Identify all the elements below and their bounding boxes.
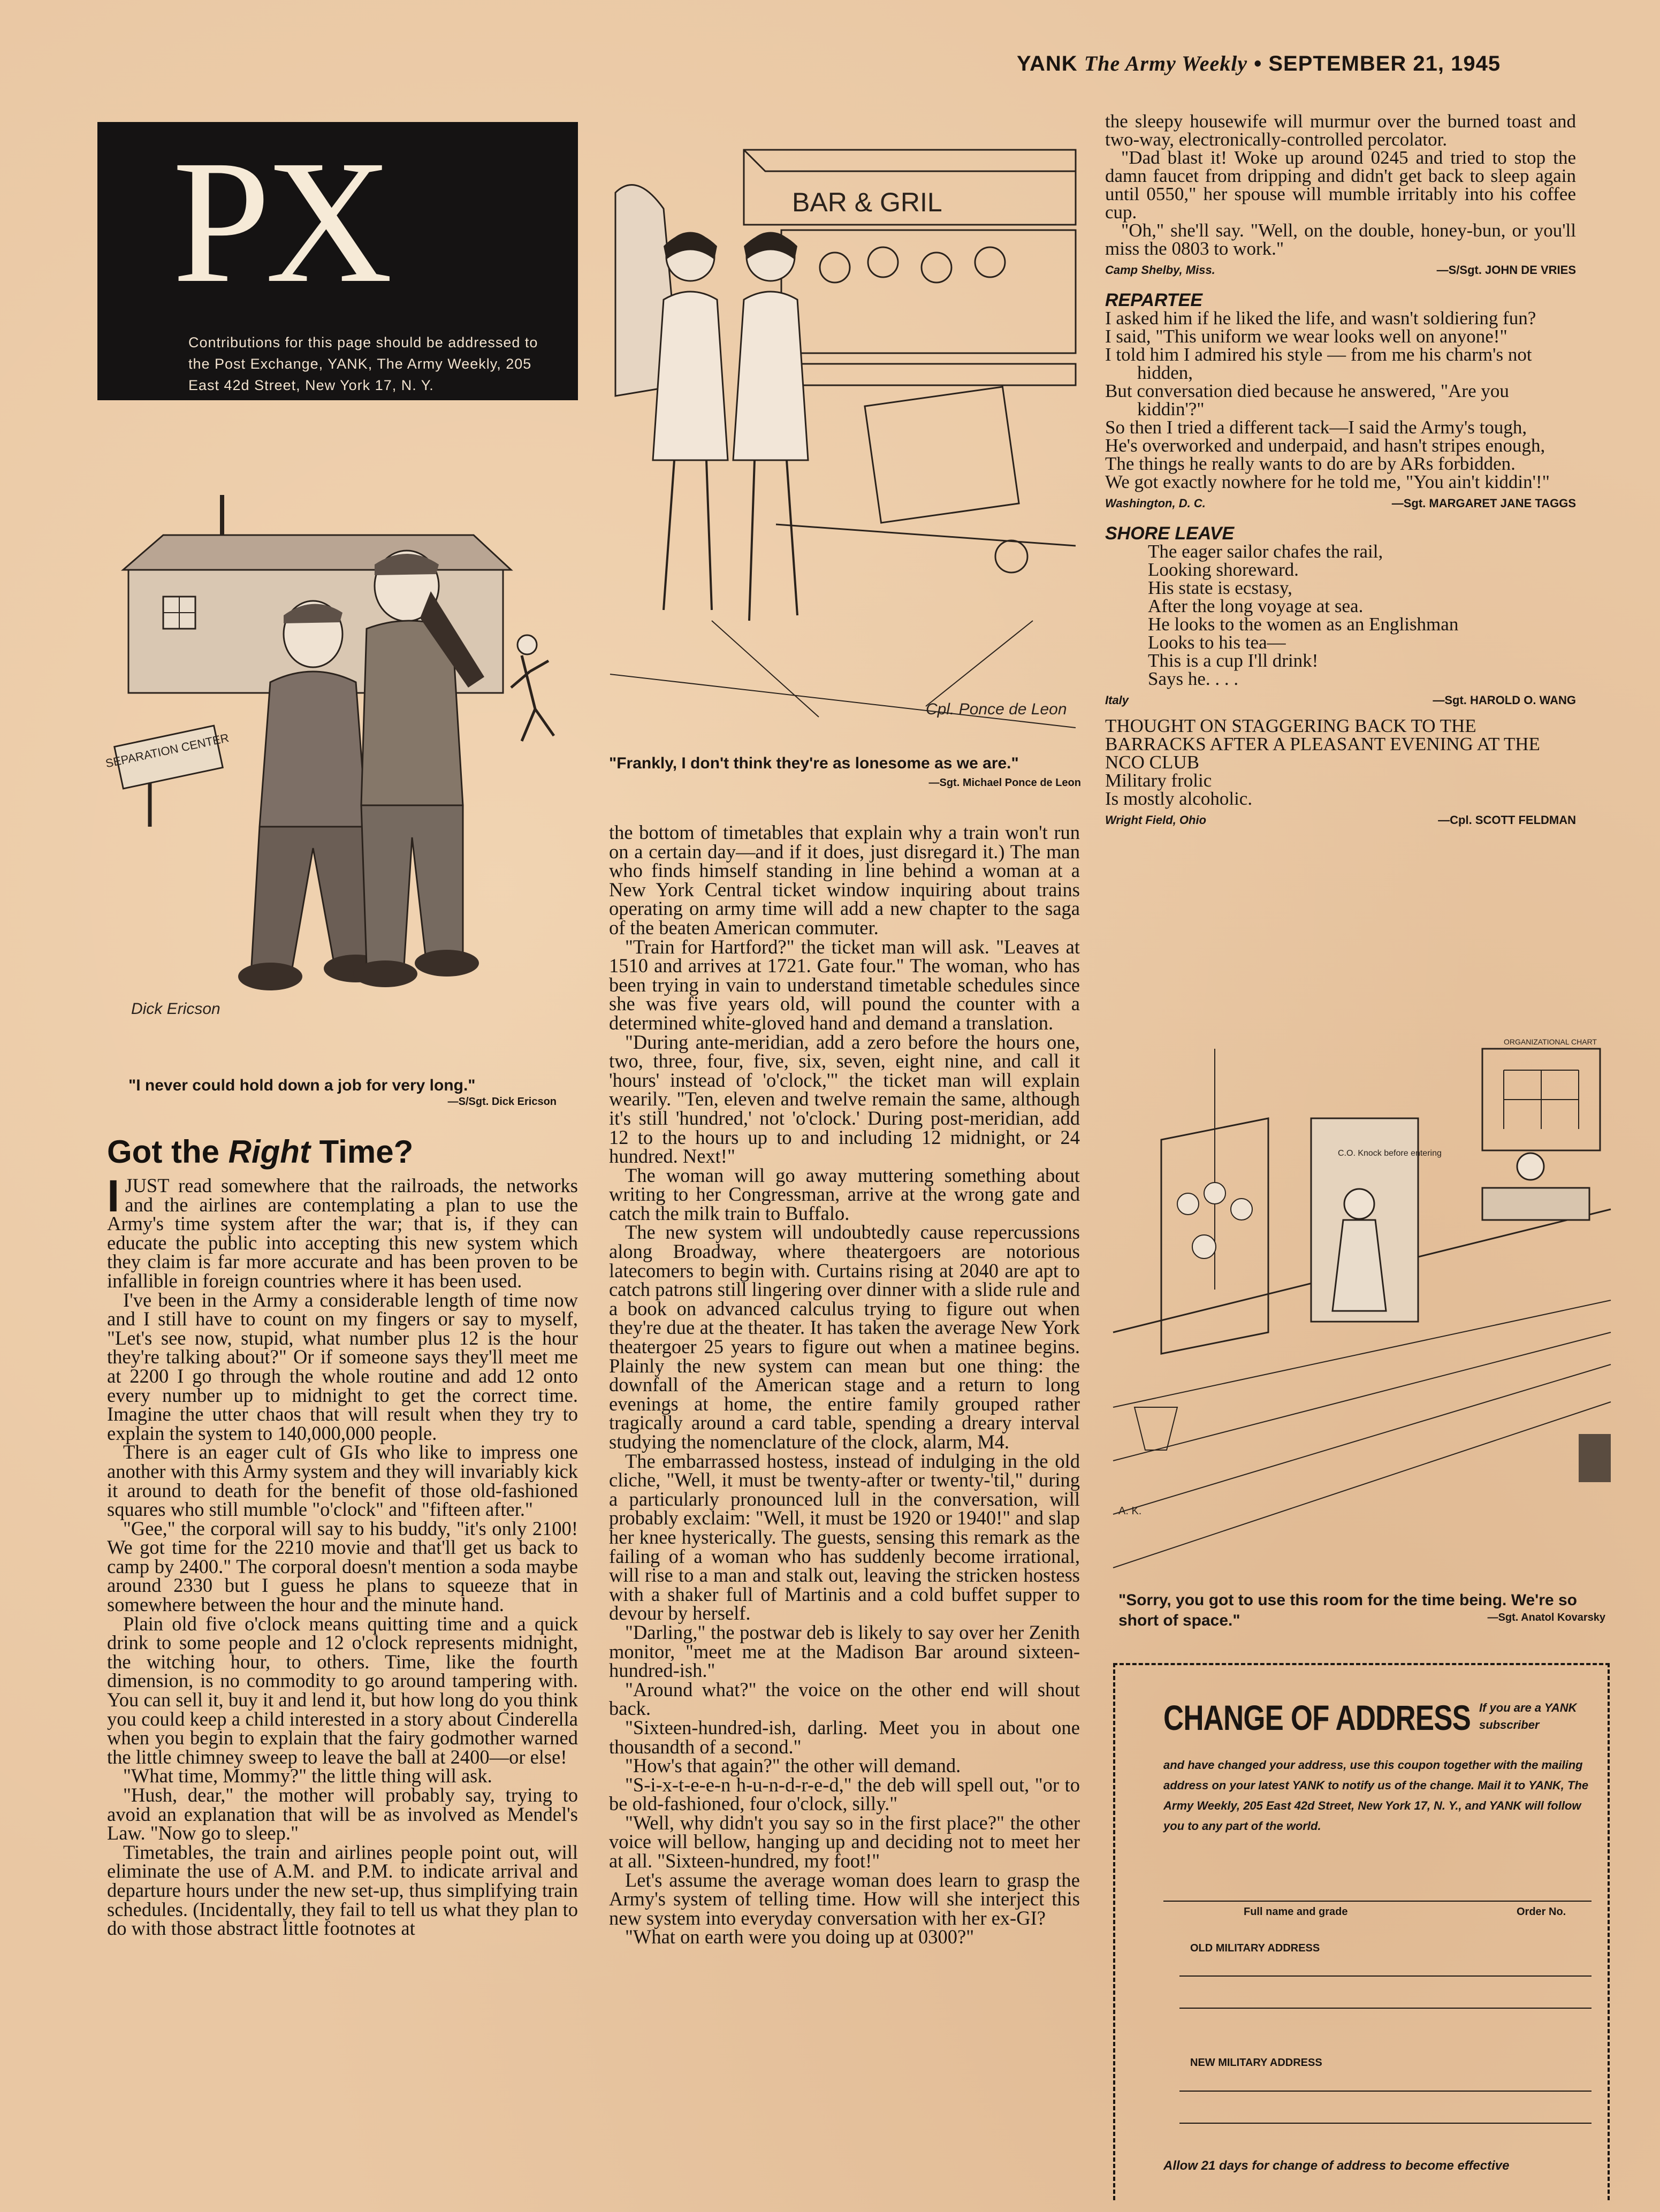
coupon-title: CHANGE OF ADDRESS xyxy=(1163,1698,1471,1737)
paragraph: "Sixteen-hundred-ish, darling. Meet you in about one thousandth of a second." xyxy=(609,1716,1080,1758)
poem-line: Military frolic xyxy=(1105,770,1212,791)
paragraph: Timetables, the train and airlines people point out, will eliminate the use of A.M. and P.M. to indicate arrival and departure hours under the new set-up, thus simplifying train schedules. (Incidentally, they fail to tell us what they plan to do with those abstract little footnotes at xyxy=(107,1841,578,1940)
full-name-label: Full name and grade xyxy=(1244,1906,1348,1918)
px-masthead xyxy=(97,122,578,400)
poem-line: Is mostly alcoholic. xyxy=(1105,788,1253,809)
separation-center-sign xyxy=(104,726,230,827)
sign-text: SEPARATION CENTER xyxy=(104,731,230,771)
repartee-signature xyxy=(1105,494,1576,513)
new-address-line-1[interactable] xyxy=(1179,2091,1592,2092)
full-name-field[interactable] xyxy=(1163,1901,1592,1902)
paragraph: The woman will go away muttering something about writing to her Congressman, arrive at the wrong gate and catch the milk train to Buffalo. xyxy=(609,1164,1080,1224)
poem-line: Looks to his tea— xyxy=(1148,632,1286,653)
article-author: —S/Sgt. JOHN DE VRIES xyxy=(1436,263,1576,277)
article-place: Camp Shelby, Miss. xyxy=(1105,263,1215,277)
paragraph xyxy=(107,1171,578,1292)
thought-signature xyxy=(1105,811,1576,829)
paragraph: "Hush, dear," the mother will probably say, trying to avoid an explanation that will be as involved as Mendel's Law. "Now go to sleep." xyxy=(107,1784,578,1844)
artist-signature: Cpl. Ponce de Leon xyxy=(926,700,1067,718)
paragraph: "What on earth were you doing up at 0300?" xyxy=(625,1926,974,1948)
magazine-subtitle: The Army Weekly xyxy=(1084,51,1248,75)
poem-line: So then I tried a different tack—I said the Army's tough, xyxy=(1105,417,1527,438)
order-number-label: Order No. xyxy=(1517,1906,1566,1918)
paragraph: Plain old five o'clock means quitting time and a quick drink to some people and 12 o'clock represents midnight, the witching hour, to others. Time, like the fourth dimension, is no commodity to go around tampering with. You can sell it, buy it and lend it, but how long do you think you could keep a child interested in a story about Cinderella when you begin to explain that the fairy godmother warned the little chimney sweep to leave the ball at 2400—or else! xyxy=(107,1612,578,1768)
poem-line: I said, "This uniform we wear looks well on anyone!" xyxy=(1105,326,1507,347)
title-part: Time? xyxy=(319,1134,414,1170)
thought-poem xyxy=(1105,772,1576,808)
drop-cap: I xyxy=(107,1171,120,1221)
poem-line: But conversation died because he answered, "Are you kiddin'?" xyxy=(1105,380,1509,419)
cartoon-office xyxy=(1108,1033,1616,1578)
poem-line: The eager sailor chafes the rail, xyxy=(1148,541,1383,562)
poem-line: Says he. . . . xyxy=(1148,668,1239,689)
coupon-side-text: If you are a YANK subscriber xyxy=(1479,1701,1577,1732)
poem-line: We got exactly nowhere for he told me, "You ain't kiddin'!" xyxy=(1105,471,1550,492)
poem-line: Looking shoreward. xyxy=(1148,559,1299,580)
paragraph: "What time, Mommy?" the little thing will ask. xyxy=(123,1765,492,1787)
paragraph: "S-i-x-t-e-e-n h-u-n-d-r-e-d," the deb will spell out, "or to be old-fashioned, four o'clock, silly." xyxy=(609,1773,1080,1815)
cartoon2-caption: "Frankly, I don't think they're as lonesome as we are." xyxy=(609,754,1019,772)
thought-author: —Cpl. SCOTT FELDMAN xyxy=(1438,813,1576,827)
article-title xyxy=(107,1133,413,1170)
poem-line: After the long voyage at sea. xyxy=(1148,596,1364,616)
artist-signature: Dick Ericson xyxy=(131,1000,220,1018)
shore-leave-poem xyxy=(1105,543,1576,688)
poem-line: I asked him if he liked the life, and wasn't soldiering fun? xyxy=(1105,308,1536,329)
header-separator: • xyxy=(1254,52,1262,75)
paragraph: There is an eager cult of GIs who like to impress one another with this Army system and they will invariably kick it around to death for the benefit of those old-fashioned squares who still mumble "o'clock" and "fifteen after." xyxy=(107,1441,578,1521)
paragraph: "Train for Hartford?" the ticket man will ask. "Leaves at 1510 and arrives at 1721. Gate four." The woman, who has been trying in vain to understand timetable schedules since she was five years old, will pound the counter with a determined white-gloved hand and demand a translation. xyxy=(609,935,1080,1034)
repartee-place: Washington, D. C. xyxy=(1105,497,1206,510)
cartoon1-credit: —S/Sgt. Dick Ericson xyxy=(447,1096,557,1108)
new-address-line-2[interactable] xyxy=(1179,2123,1592,2124)
shore-leave-place: Italy xyxy=(1105,693,1129,707)
paragraph: Let's assume the average woman does learn to grasp the Army's system of telling time. How will she interject this new system into everyday conversation with her ex-GI? xyxy=(609,1868,1080,1929)
artist-initials: A. K. xyxy=(1118,1505,1142,1517)
paragraph: the bottom of timetables that explain why a train won't run on a certain day—and if it does, just disregard it.) The man who finds himself standing in line behind a woman at a New York Central ticket window inquiring about trains operating on army time will add a new chapter to the saga of the beaten American commuter. xyxy=(609,821,1080,939)
cartoon1-caption: "I never could hold down a job for very long." xyxy=(128,1077,476,1094)
poem-line: He looks to the women as an Englishman xyxy=(1148,614,1459,635)
new-address-label: NEW MILITARY ADDRESS xyxy=(1190,2057,1322,2069)
old-address-label: OLD MILITARY ADDRESS xyxy=(1190,1942,1320,1954)
repartee-poem xyxy=(1105,309,1576,491)
shore-leave-author: —Sgt. HAROLD O. WANG xyxy=(1433,693,1576,707)
old-address-line-2[interactable] xyxy=(1179,2008,1592,2009)
paragraph: "Dad blast it! Woke up around 0245 and tried to stop the damn faucet from dripping and didn't get back to sleep again until 0550," her spouse will mumble irritably into his coffee cup. xyxy=(1105,147,1576,223)
repartee-author: —Sgt. MARGARET JANE TAGGS xyxy=(1391,497,1576,510)
coupon-instructions: and have changed your address, use this coupon together with the mailing address on your latest YANK to notify us of the change. Mail it to YANK, The Army Weekly, 205 East 42d Street, New York 17, N. Y., and YANK will follow you to any part of the world. xyxy=(1163,1758,1589,1833)
paragraph: "Darling," the postwar deb is likely to say over her Zenith monitor, "meet me at the Madison Bar around sixteen-hundred-ish." xyxy=(609,1621,1080,1682)
paragraph: "How's that again?" the other will demand. xyxy=(625,1755,961,1777)
awning-text: BAR & GRIL xyxy=(792,187,942,217)
repartee-title: REPARTEE xyxy=(1105,290,1203,310)
paragraph: I've been in the Army a considerable length of time now and I still have to count on my fingers or say to myself, "Let's see now, stupid, what number plus 12 is the hour they're talking about?" Or if someone says they'll meet me at 2200 I go through the whole routine and add 12 onto every number up to midnight to get the correct time. Imagine the utter chaos that will result when they try to explain the system to 140,000,000 people. xyxy=(107,1288,578,1444)
title-emphasis: Right xyxy=(228,1134,310,1170)
chart-label: ORGANIZATIONAL CHART xyxy=(1504,1038,1597,1046)
issue-date: SEPTEMBER 21, 1945 xyxy=(1268,52,1501,75)
px-contributions-note: Contributions for this page should be addressed to the Post Exchange, YANK, The Army Weekly, 205 East 42d Street, New York 17, N. Y. xyxy=(188,334,538,393)
paragraph: "During ante-meridian, add a zero before the hours one, two, three, four, five, six, seven, eight nine, and call it 'hours' instead of 'o'clock,'" the ticket man will explain wearily. "Ten, eleven and twelve remain the same, although it's still 'hundred,' not 'o'clock.' During post-meridian, add 12 to the hours up to and including 12 midnight, or 24 hundred. Next!" xyxy=(609,1031,1080,1168)
paragraph-text: JUST read somewhere that the railroads, the networks and the airlines are contemplating a plan to use the Army's time system after the war; that is, if they can educate the public into accepting this new system which they claim is far more accurate and has been proven to be infallible in foreign countries where it has been used. xyxy=(107,1174,578,1292)
change-of-address-coupon[interactable] xyxy=(1113,1663,1610,2200)
paragraph: "Gee," the corporal will say to his buddy, "it's only 2100! We got time for the 2210 movie and that'll get us back to camp by 2400." The corporal doesn't mention a soda maybe around 2330 but I guess he plans to squeeze that in somewhere between the hour and the minute hand. xyxy=(107,1517,578,1616)
poem-line: He's overworked and underpaid, and hasn't stripes enough, xyxy=(1105,435,1545,456)
cartoon3-credit: —Sgt. Anatol Kovarsky xyxy=(1487,1612,1605,1623)
door-sign: C.O. Knock before entering xyxy=(1338,1149,1442,1158)
paragraph: The new system will undoubtedly cause repercussions along Broadway, where theatergoers are notorious latecomers to begin with. Curtains rising at 2040 are apt to catch patrons still lingering over dinner with a slide rule and a book on advanced calculus trying to figure out when they're due at the theater. It has taken the average New York theatergoer 25 years to figure out when a matinee begins. Plainly the new system can mean but one thing: the downfall of the American stage and a return to long evenings at home, the entire family grouped rather tragically around a card table, spending a dreary interval studying the nomenclature of the clock, alarm, M4. xyxy=(609,1221,1080,1453)
title-part: Got the xyxy=(107,1134,219,1170)
cartoon2-credit: —Sgt. Michael Ponce de Leon xyxy=(928,777,1081,789)
article-column-1 xyxy=(107,1171,578,1940)
old-address-line-1[interactable] xyxy=(1179,1975,1592,1977)
paragraph: The embarrassed hostess, instead of indulging in the old cliche, "Well, it must be twenty-after or twenty-'til," during a particularly pronounced lull in the conversation, will probably exclaim: "Well, it must be 1920 or 1940!" and slap her knee hysterically. The guests, sensing this remark as the failing of a woman who has suddenly become irrational, will rise to a man and stalk out, leaving the stricken hostess with a shaker full of Martinis and a cold buffet supper to devour by herself. xyxy=(609,1450,1080,1624)
article-column-2 xyxy=(609,823,1080,1947)
cartoon3-caption: "Sorry, you got to use this room for the time being. We're so short of space." xyxy=(1118,1591,1578,1629)
px-logo: PX xyxy=(172,124,387,319)
page-header xyxy=(1017,51,1595,76)
article-signature xyxy=(1105,261,1576,279)
shore-leave-signature xyxy=(1105,691,1576,710)
cartoon-bar-and-grill xyxy=(605,139,1086,733)
poem-line: His state is ecstasy, xyxy=(1148,577,1292,598)
thought-place: Wright Field, Ohio xyxy=(1105,813,1207,827)
office-room-illustration xyxy=(1113,1038,1611,1568)
paragraph: "Oh," she'll say. "Well, on the double, honey-bun, or you'll miss the 0803 to work." xyxy=(1105,220,1576,259)
two-women-illustration xyxy=(615,185,808,621)
column-3 xyxy=(1105,112,1576,832)
running-figure-illustration xyxy=(511,635,554,741)
paragraph: the sleepy housewife will murmur over the burned toast and two-way, electronically-controlled percolator. xyxy=(1105,111,1576,150)
coupon-footnote: Allow 21 days for change of address to become effective xyxy=(1163,2158,1510,2173)
magazine-name: YANK xyxy=(1017,52,1078,75)
paragraph: "Well, why didn't you say so in the first place?" the other voice will bellow, hanging up and deciding not to meet her at all. "Sixteen-hundred, my foot!" xyxy=(609,1811,1080,1872)
shore-leave-title: SHORE LEAVE xyxy=(1105,523,1235,544)
cartoon-separation-center xyxy=(99,484,581,1057)
paragraph: "Around what?" the voice on the other end will shout back. xyxy=(609,1678,1080,1720)
poem-line: I told him I admired his style — from me his charm's not hidden, xyxy=(1105,344,1532,383)
thought-title: THOUGHT ON STAGGERING BACK TO THE BARRACKS AFTER A PLEASANT EVENING AT THE NCO CLUB xyxy=(1105,715,1540,773)
poem-line: The things he really wants to do are by ARs forbidden. xyxy=(1105,453,1516,474)
poem-line: This is a cup I'll drink! xyxy=(1148,650,1319,671)
